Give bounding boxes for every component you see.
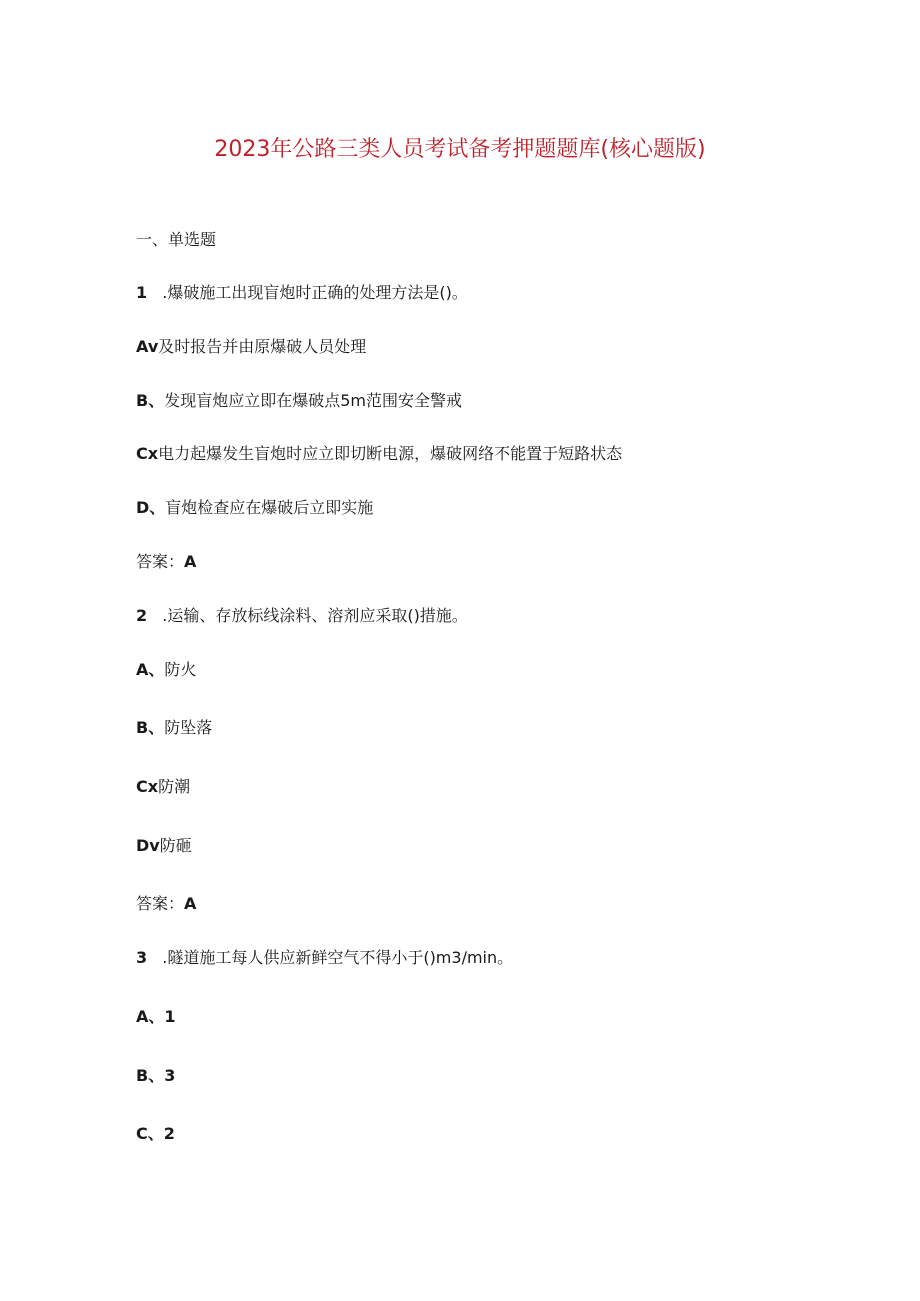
question-2-option-a [136,660,196,680]
option-label: D、 [136,498,166,517]
question-1-option-a [136,337,366,357]
option-text: 3 [164,1066,176,1085]
option-text: 1 [164,1007,176,1026]
option-label: A、 [136,1007,165,1026]
question-3-option-c [136,1124,175,1144]
answer-value: A [184,894,197,913]
question-1-option-c [136,444,622,464]
option-text: 电力起爆发生盲炮时应立即切断电源，爆破网络不能置于短路状态 [158,444,623,463]
option-label: Dv [136,836,160,855]
option-label: C、 [136,1124,164,1143]
question-2-option-b [136,718,212,738]
option-label: B、 [136,1066,165,1085]
answer-label: 答案： [136,894,185,913]
option-text: 防砸 [159,836,192,855]
section-heading: 一、单选题 [136,230,217,249]
option-text: 防潮 [158,777,191,796]
answer-label: 答案： [136,552,185,571]
option-text: 防火 [164,660,197,679]
option-label: A、 [136,660,165,679]
question-3-stem [136,948,513,968]
question-text: .运输、存放标线涂料、溶剂应采取()措施。 [162,606,468,625]
option-label: Cx [136,777,159,796]
question-text: .爆破施工出现盲炮时正确的处理方法是()。 [162,283,468,302]
question-number: 2 [136,606,148,625]
question-1-option-d [136,498,373,518]
question-1-stem [136,283,468,303]
question-2-option-d [136,836,192,856]
question-1-answer [136,552,196,572]
option-label: Cx [136,444,159,463]
question-1-option-b [136,391,462,411]
question-2-stem [136,606,468,626]
answer-value: A [184,552,197,571]
option-text: 及时报告并由原爆破人员处理 [158,337,367,356]
question-number: 1 [136,283,148,302]
option-label: B、 [136,391,165,410]
question-text: .隧道施工每人供应新鲜空气不得小于()m3∕min。 [162,948,514,967]
question-2-answer [136,894,196,914]
question-3-option-a [136,1007,176,1027]
question-2-option-c [136,777,190,797]
option-label: B、 [136,718,165,737]
option-text: 盲炮检查应在爆破后立即实施 [165,498,374,517]
option-label: Av [136,337,159,356]
document-title: 2023年公路三类人员考试备考押题题库(核心题版) [214,137,706,162]
option-text: 2 [163,1124,175,1143]
question-number: 3 [136,948,148,967]
question-3-option-b [136,1066,175,1086]
option-text: 发现盲炮应立即在爆破点5m范围安全警戒 [164,391,462,410]
option-text: 防坠落 [164,718,213,737]
